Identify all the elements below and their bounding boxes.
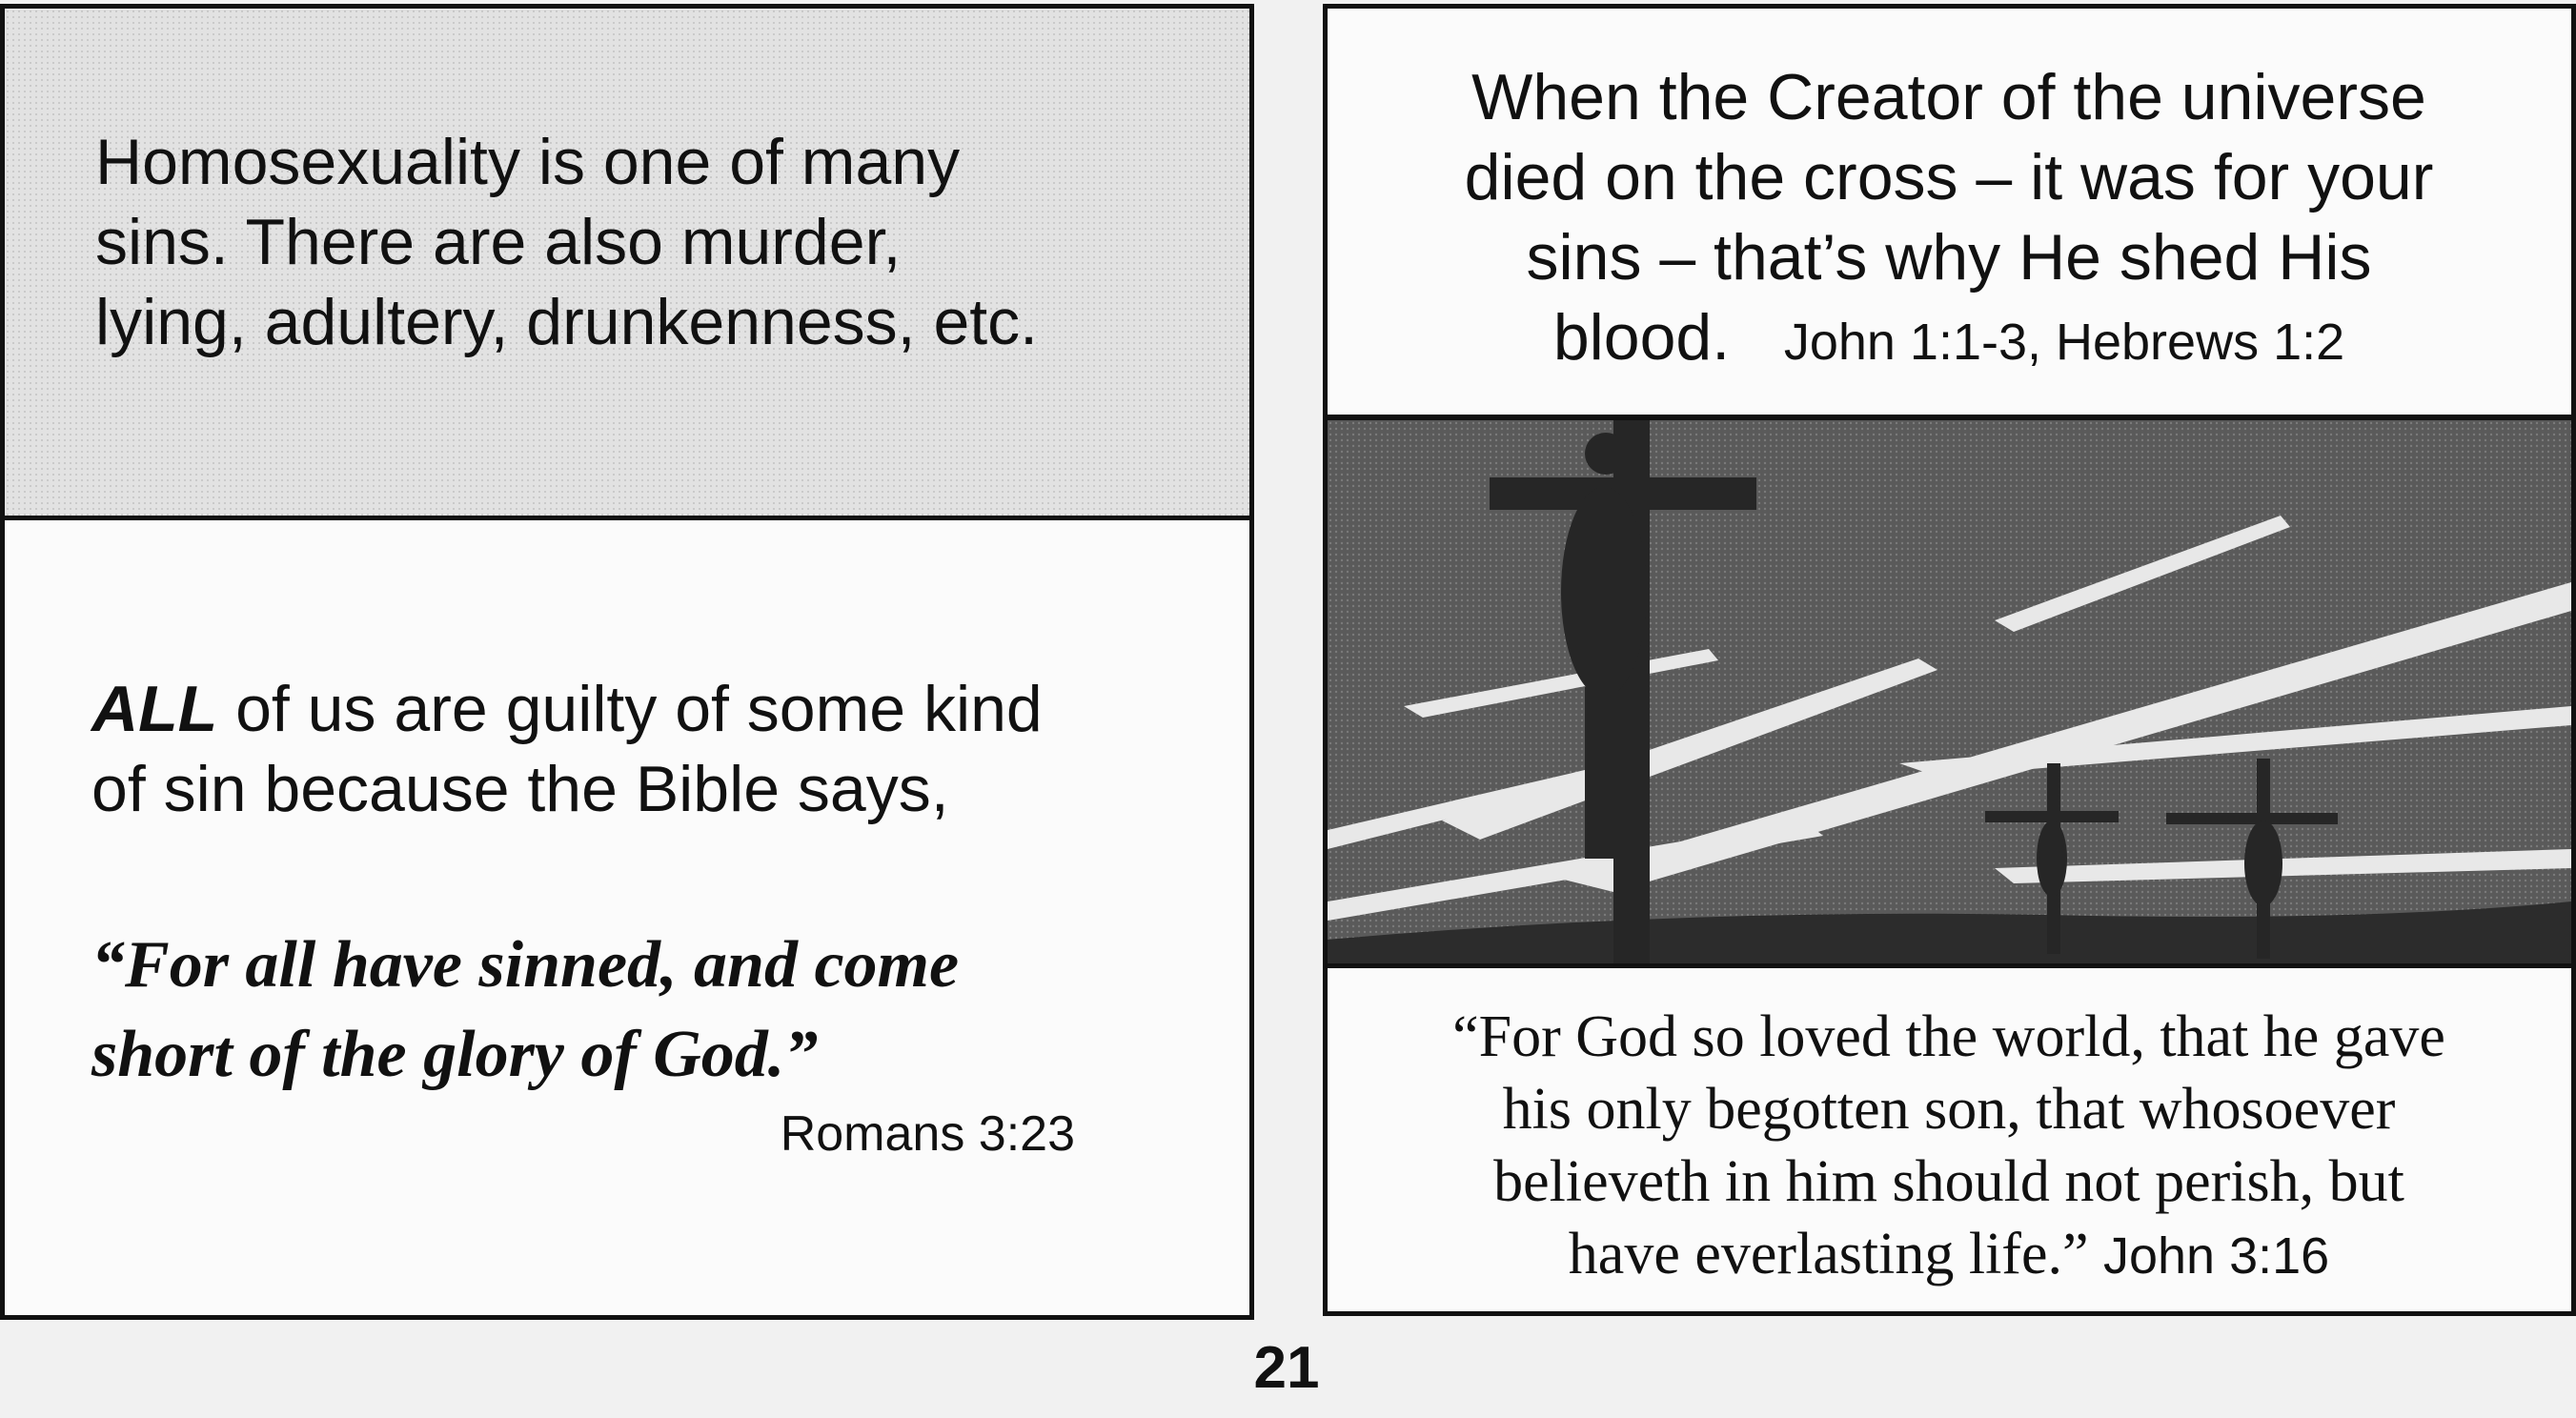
page-number: 21 [1253,1335,1320,1401]
text-line: believeth in him should not perish, but [1493,1149,2404,1214]
john-3-16-reference: John 3:16 [2102,1227,2330,1285]
john-hebrews-reference: John 1:1-3, Hebrews 1:2 [1783,314,2345,371]
romans-reference: Romans 3:23 [780,1106,1075,1162]
crucifixion-scene-image [1328,420,2571,963]
creator-died-text [1391,57,2506,382]
text-line: sins – that’s why He shed His [1526,221,2372,294]
quote-line-2: short of the glory of God.” [91,1018,819,1091]
homosexuality-sin-text [95,122,1038,362]
emphasis-all: ALL [91,673,218,745]
text-line: lying, adultery, drunkenness, etc. [95,286,1039,358]
text-line: sins. There are also murder, [95,206,902,278]
romans-quote [91,921,959,1100]
text-line: died on the cross – it was for your [1464,141,2434,213]
quote-line-1: “For all have sinned, and come [91,928,960,1002]
bottom-left-panel [0,516,1254,1320]
text-line: have everlasting life.” [1568,1222,2089,1286]
text-line: blood. [1552,301,1731,374]
john-3-16-quote [1363,1001,2535,1292]
intro-line-1: of us are guilty of some kind [217,673,1043,745]
all-guilty-text [91,669,1043,829]
intro-line-2: of sin because the Bible says, [91,753,949,825]
crucifixion-illustration [1323,415,2576,968]
text-line: When the Creator of the universe [1471,61,2426,133]
text-line: his only begotten son, that whosoever [1502,1077,2396,1142]
text-line: Homosexuality is one of many [95,126,961,198]
text-line: “For God so loved the world, that he gave [1452,1004,2445,1069]
